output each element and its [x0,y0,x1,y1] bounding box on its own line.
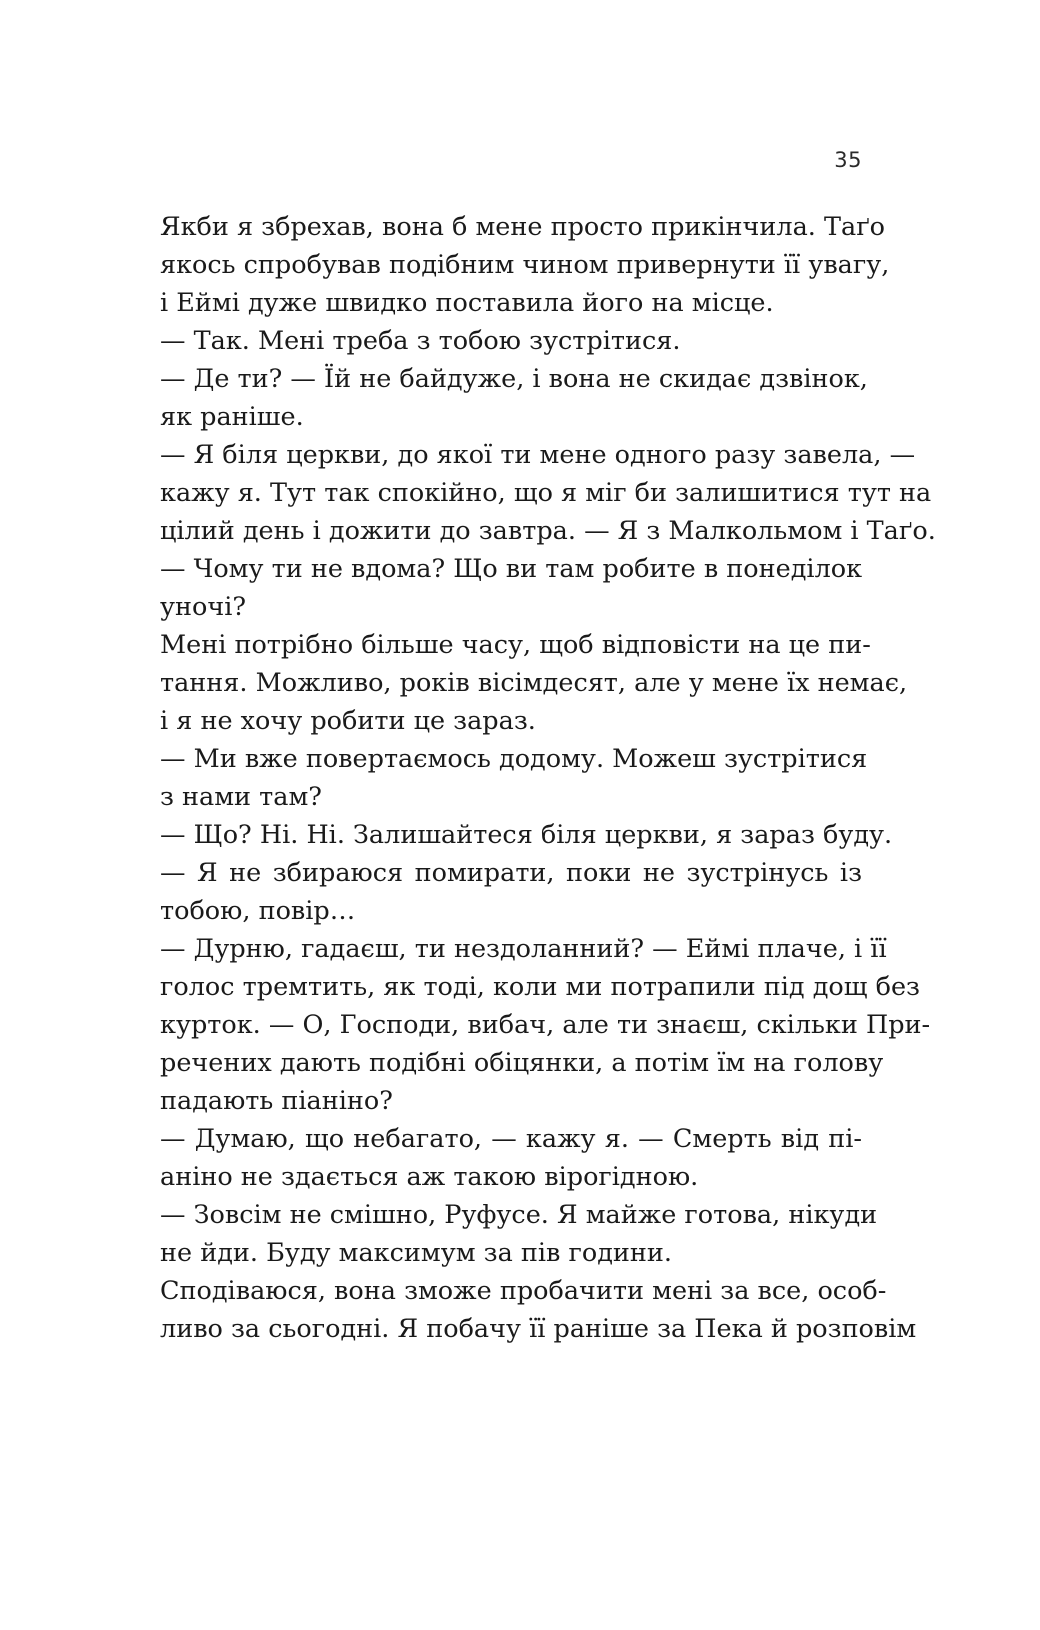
text-line: як раніше. [160,402,304,432]
page-number: 35 [834,148,862,172]
text-line: речених дають подібні обіцянки, а потім їм на голову [160,1048,884,1078]
text-line: Якби я збрехав, вона б мене просто прикінчила. Таґо [160,212,886,242]
text-line: не йди. Буду максимум за пів години. [160,1238,673,1268]
text-line: тання. Можливо, років вісімдесят, але у мене їх немає, [160,668,908,698]
text-line: — Я біля церкви, до якої ти мене одного разу завела, — [160,440,916,470]
text-line: — Так. Мені треба з тобою зустрітися. [160,326,681,356]
text-line: — Думаю, що небагато, — кажу я. — Смерть від пі- [160,1124,862,1154]
text-line: ливо за сьогодні. Я побачу її раніше за Пека й розповім [160,1314,917,1344]
text-line: — Ми вже повертаємось додому. Можеш зустрітися [160,744,868,774]
text-line: аніно не здається аж такою вірогідною. [160,1162,699,1192]
text-line: Мені потрібно більше часу, щоб відповісти на це пи- [160,630,871,660]
text-line: уночі? [160,592,247,622]
text-line: — Дурню, гадаєш, ти нездоланний? — Еймі плаче, і її [160,934,887,964]
text-line: Сподіваюся, вона зможе пробачити мені за все, особ- [160,1276,887,1306]
text-line: — Що? Ні. Ні. Залишайтеся біля церкви, я зараз буду. [160,820,893,850]
text-line: і Еймі дуже швидко поставила його на місце. [160,288,774,318]
text-line: кажу я. Тут так спокійно, що я міг би залишитися тут на [160,478,932,508]
text-line: з нами там? [160,782,322,812]
text-line: тобою, повір… [160,896,356,926]
text-line: — Я не збираюся помирати, поки не зустрінусь із [160,858,862,888]
text-line: — Зовсім не смішно, Руфусе. Я майже готова, нікуди [160,1200,878,1230]
text-line: якось спробував подібним чином привернути її увагу, [160,250,890,280]
text-line: голос тремтить, як тоді, коли ми потрапили під дощ без [160,972,920,1002]
text-line: — Чому ти не вдома? Що ви там робите в понеділок [160,554,863,584]
text-line: — Де ти? — Їй не байдуже, і вона не скидає дзвінок, [160,364,868,394]
text-line: курток. — О, Господи, вибач, але ти знаєш, скільки При- [160,1010,931,1040]
text-line: і я не хочу робити це зараз. [160,706,536,736]
text-line: цілий день і дожити до завтра. — Я з Малкольмом і Таґо. [160,516,936,546]
text-line: падають піаніно? [160,1086,393,1116]
